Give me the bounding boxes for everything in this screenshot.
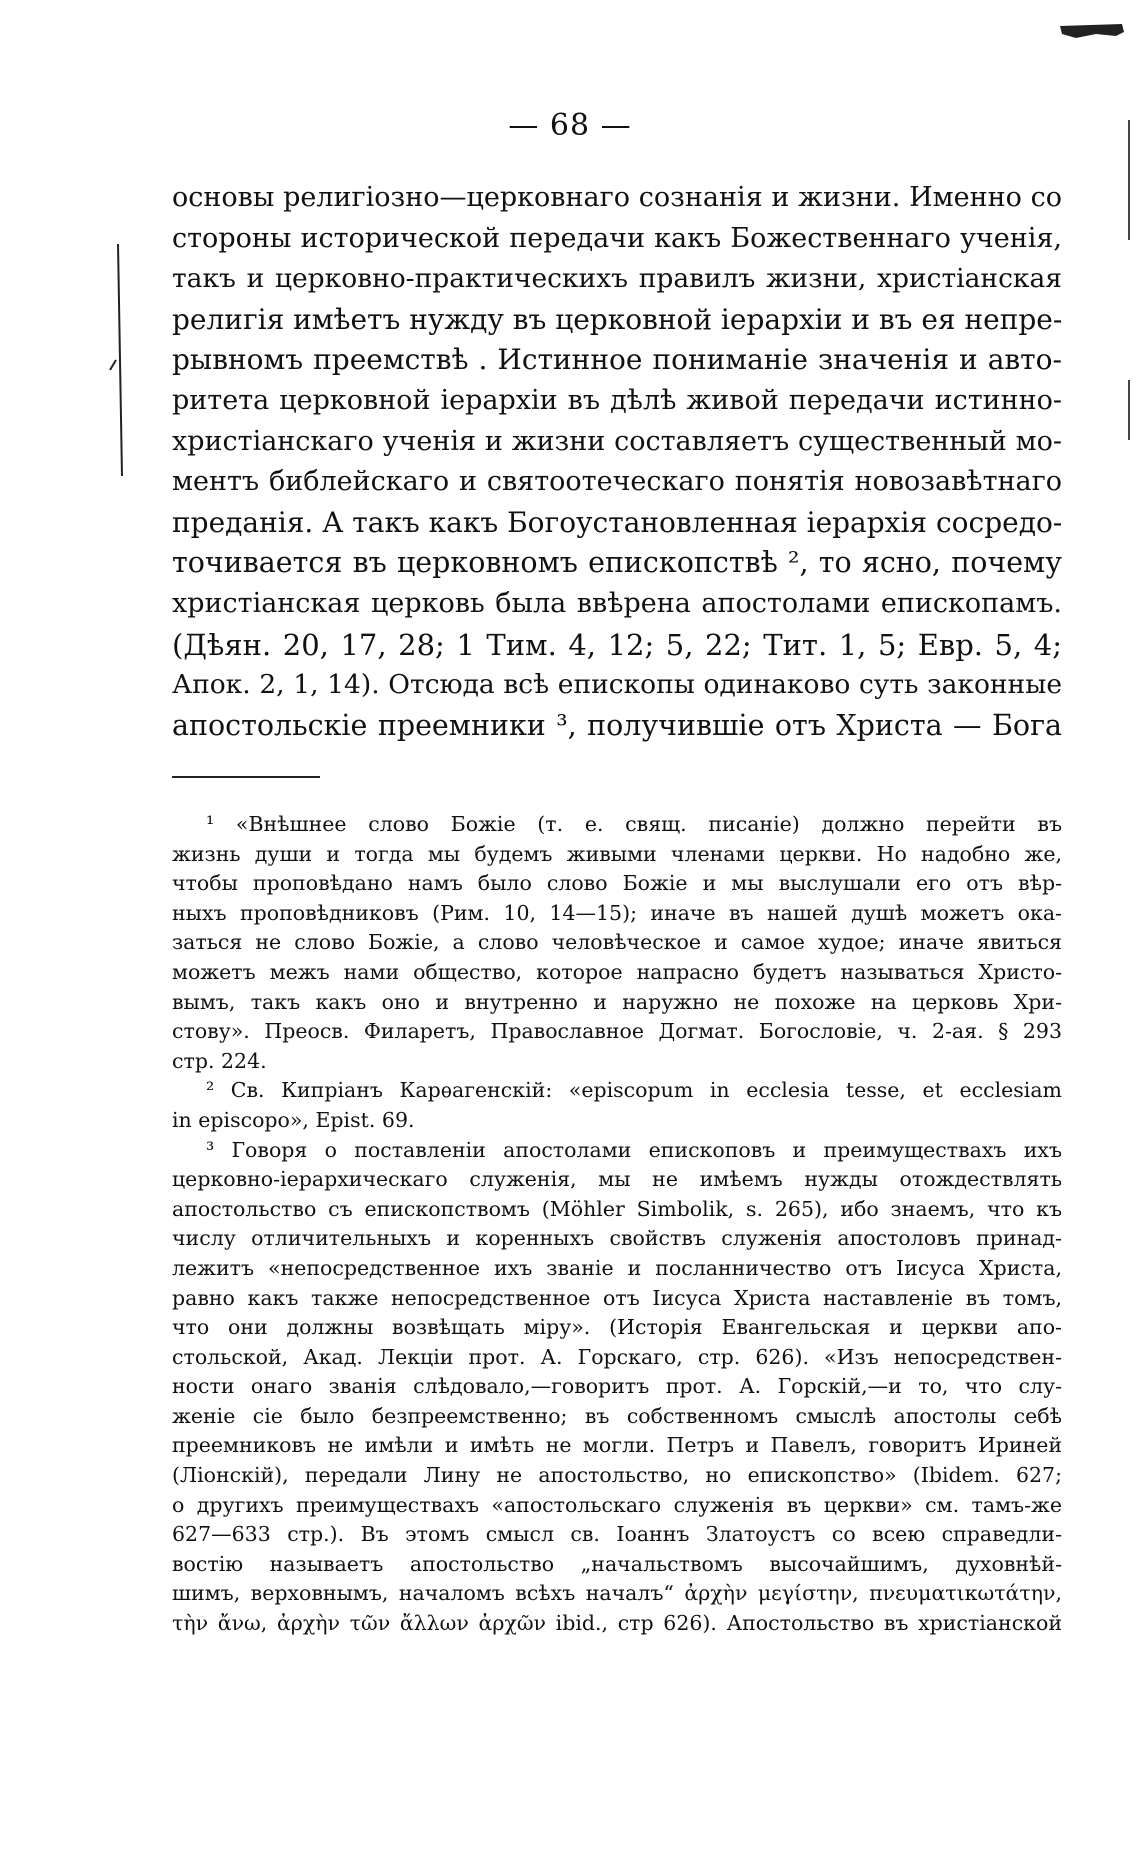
footnote-line: in episcopo», Epist. 69. (172, 1107, 415, 1132)
main-text-line: основы религіозно—церковнаго сознанія и жизни. Именно со (172, 182, 1062, 213)
footnote-line: церковно-іерархическаго служенія, мы не имѣемъ нужды отождествлять (172, 1167, 1062, 1192)
main-text-line: ментъ библейскаго и святоотеческаго понятія новозавѣтнаго (172, 466, 1062, 498)
footnote-line: что они должны возвѣщать міру». (Исторія Евангельская и церкви апо- (172, 1315, 1062, 1340)
footnote-line: ности онаго званія слѣдовало,—говоритъ прот. А. Горскій,—и то, что слу- (172, 1374, 1062, 1399)
page-number: — 68 — (508, 108, 632, 143)
main-text-line: точивается въ церковномъ епископствѣ ², то ясно, почему (172, 546, 1062, 580)
main-text (172, 178, 1062, 746)
main-text-line: ритета церковной іерархіи въ дѣлѣ живой передачи истинно- (172, 384, 1062, 416)
footnote-line: ² Св. Кипріанъ Карѳагенскій: «episcopum in ecclesia tesse, et ecclesiam (206, 1078, 1062, 1103)
footnote-line: ³ Говоря о поставленіи апостолами епископовъ и преимуществахъ ихъ (206, 1137, 1062, 1162)
footnote-line: (Ліонскій), передали Лину не апостольство, но епископство» (Ibidem. 627; (172, 1463, 1062, 1488)
main-text-line: (Дѣян. 20, 17, 28; 1 Тим. 4, 12; 5, 22; Тит. 1, 5; Евр. 5, 4; (172, 627, 1062, 662)
footnote-line: τὴν ἄνω, ἀρχὴν τῶν ἄλλων ἀρχῶν ibid., стр 626). Апостольство въ христіанской (172, 1611, 1062, 1636)
footnote-line: стову». Преосв. Филаретъ, Православное Догмат. Богословіе, ч. 2-ая. § 293 (172, 1019, 1062, 1044)
footnote-line: ныхъ проповѣдниковъ (Рим. 10, 14—15); иначе въ нашей душѣ можетъ ока- (172, 900, 1062, 925)
page-edge-mark (1126, 120, 1132, 520)
footnote-line: стр. 224. (172, 1048, 267, 1073)
footnote-line: числу отличительныхъ и коренныхъ свойствъ служенія апостоловъ принад- (172, 1226, 1062, 1251)
footnote-line: шимъ, верховнымъ, началомъ всѣхъ началъ“ ἀρχὴν μεγίστην, πνευματικωτάτην, (172, 1581, 1062, 1606)
footnote-line: жизнь души и тогда мы будемъ живыми членами церкви. Но надобно же, (172, 841, 1062, 866)
corner-stain-mark (1056, 22, 1126, 44)
main-text-line: апостольскіе преемники ³, получившіе отъ Христа — Бога (172, 708, 1062, 742)
footnote-line: вымъ, такъ какъ оно и внутренно и наружно не похоже на церковь Хри- (172, 989, 1062, 1014)
main-text-line: преданія. А такъ какъ Богоустановленная іерархія сосредо- (172, 505, 1062, 539)
footnote-line: апостольство съ епископствомъ (Möhler Simbolik, s. 265), ибо знаемъ, что къ (172, 1196, 1062, 1221)
footnote-line: заться не слово Божіе, а слово человѣческое и самое худое; иначе явиться (172, 930, 1062, 955)
footnote-line: лежитъ «непосредственное ихъ званіе и посланничество отъ Іисуса Христа, (172, 1255, 1062, 1280)
main-text-line: христіанская церковь была ввѣрена апостолами епископамъ. (172, 587, 1062, 619)
footnote-line: чтобы проповѣдано намъ было слово Божіе и мы выслушали его отъ вѣр- (172, 871, 1062, 896)
footnote-line: о другихъ преимуществахъ «апостольскаго служенія въ церкви» см. тамъ-же (172, 1492, 1062, 1517)
footnote-line: 627—633 стр.). Въ этомъ смысл св. Іоаннъ Златоустъ со всею справедли- (172, 1522, 1062, 1547)
footnote-line: женіе сіе было безпреемственно; въ собственномъ смыслѣ апостолы себѣ (172, 1403, 1062, 1428)
footnote-line: востію называетъ апостольство „начальствомъ высочайшимъ, духовнѣй- (172, 1551, 1062, 1576)
main-text-line: рывномъ преемствѣ . Истинное пониманіе значенія и авто- (172, 343, 1062, 377)
footnote-line: ¹ «Внѣшнее слово Божіе (т. е. свящ. писаніе) должно перейти въ (206, 812, 1062, 836)
footnote-line: стольской, Акад. Лекціи прот. А. Горскаго, стр. 626). «Изъ непосредствен- (172, 1344, 1062, 1369)
footnote-line: преемниковъ не имѣли и имѣть не могли. Петръ и Павелъ, говоритъ Ириней (172, 1433, 1062, 1458)
main-text-line: стороны исторической передачи какъ Божественнаго ученія, (172, 222, 1062, 254)
main-text-line: религія имѣетъ нужду въ церковной іерархіи и въ ея непре- (172, 302, 1062, 336)
footnote-divider (172, 776, 320, 778)
main-text-line: Апок. 2, 1, 14). Отсюда всѣ епископы одинаково суть законные (172, 669, 1062, 701)
footnote-line: равно какъ также непосредственное отъ Іисуса Христа наставленіе въ томъ, (172, 1285, 1062, 1310)
margin-pencil-mark (108, 240, 148, 480)
footnote-line: можетъ межъ нами общество, которое напрасно будетъ называться Христо- (172, 959, 1062, 984)
main-text-line: христіанскаго ученія и жизни составляетъ существенный мо- (172, 425, 1062, 457)
footnotes (172, 810, 1062, 1639)
main-text-line: такъ и церковно-практическихъ правилъ жизни, христіанская (172, 263, 1062, 295)
